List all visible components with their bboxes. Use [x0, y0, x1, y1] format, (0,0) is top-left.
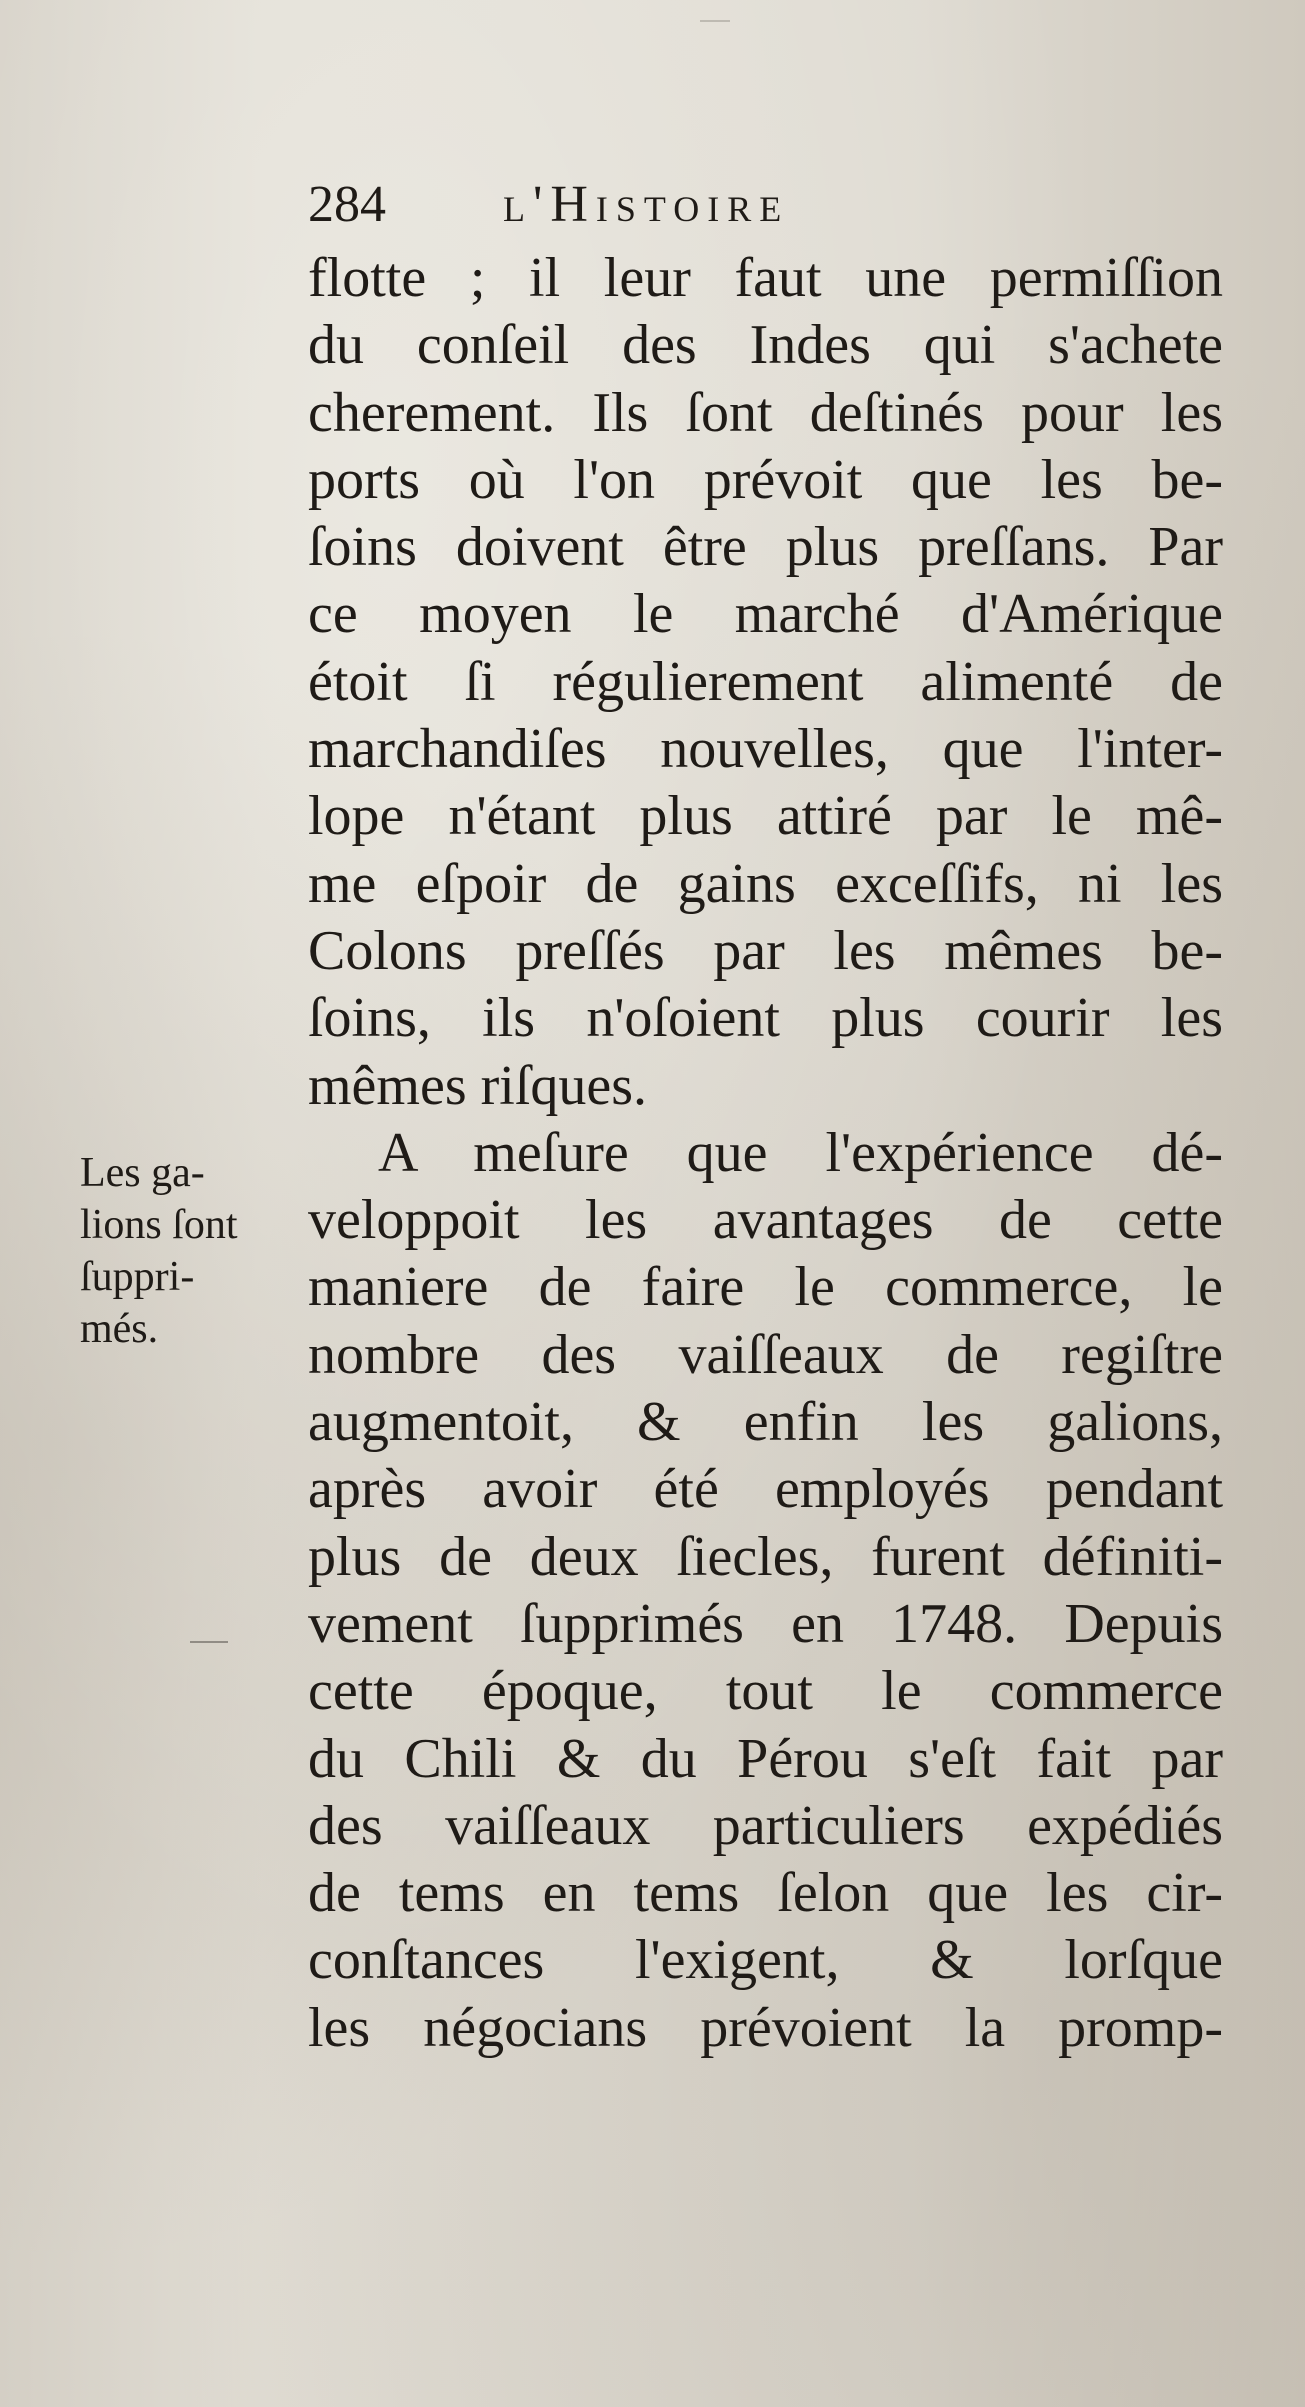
- text-line: ce moyen le marché d'Amérique: [308, 583, 1223, 646]
- body-text: [308, 245, 1223, 2062]
- text-line: flotte ; il leur faut une permiſſion: [308, 247, 1223, 309]
- text-line: Colons preſſés par les mêmes be-: [308, 919, 1223, 982]
- text-line: les négocians prévoient la promp-: [308, 1996, 1223, 2059]
- text-line: vement ſupprimés en 1748. Depuis: [308, 1592, 1223, 1655]
- margin-note: [80, 1147, 305, 1355]
- text-line: ſoins, ils n'oſoient plus courir les: [308, 987, 1223, 1050]
- text-line: ſoins doivent être plus preſſans. Par: [308, 516, 1223, 579]
- text-line: plus de deux ſiecles, furent définiti-: [308, 1525, 1223, 1588]
- ink-mark: [700, 20, 730, 22]
- text-line: A meſure que l'expérience dé-: [378, 1121, 1223, 1184]
- text-line: me eſpoir de gains exceſſifs, ni les: [308, 852, 1223, 915]
- text-line: marchandiſes nouvelles, que l'inter-: [308, 718, 1223, 781]
- margin-note-line: Les ga-: [80, 1150, 205, 1196]
- text-line: après avoir été employés pendant: [308, 1458, 1223, 1521]
- text-line: mêmes riſques.: [308, 1054, 648, 1117]
- text-line: maniere de faire le commerce, le: [308, 1256, 1223, 1319]
- text-line: du Chili & du Pérou s'eſt fait par: [308, 1727, 1223, 1790]
- text-line: cherement. Ils ſont deſtinés pour les: [308, 381, 1223, 444]
- ink-mark: [190, 1641, 228, 1643]
- text-line: ports où l'on prévoit que les be-: [308, 448, 1223, 511]
- margin-note-line: ſuppri-: [80, 1254, 195, 1300]
- text-line: conſtances l'exigent, & lorſque: [308, 1929, 1223, 1992]
- running-title: l'Histoire: [503, 176, 790, 233]
- text-line: du conſeil des Indes qui s'achete: [308, 314, 1223, 377]
- margin-note-line: lions ſont: [80, 1202, 238, 1248]
- page-header: [308, 170, 1208, 240]
- text-line: augmentoit, & enfin les galions,: [308, 1391, 1223, 1454]
- text-line: veloppoit les avantages de cette: [308, 1189, 1223, 1252]
- text-line: de tems en tems ſelon que les cir-: [308, 1862, 1223, 1925]
- page-number: 284: [308, 176, 386, 233]
- text-line: lope n'étant plus attiré par le mê-: [308, 785, 1223, 848]
- margin-note-line: més.: [80, 1306, 159, 1352]
- text-line: nombre des vaiſſeaux de regiſtre: [308, 1323, 1223, 1386]
- text-line: des vaiſſeaux particuliers expédiés: [308, 1794, 1223, 1857]
- text-line: étoit ſi régulierement alimenté de: [308, 650, 1223, 713]
- text-line: cette époque, tout le commerce: [308, 1660, 1223, 1723]
